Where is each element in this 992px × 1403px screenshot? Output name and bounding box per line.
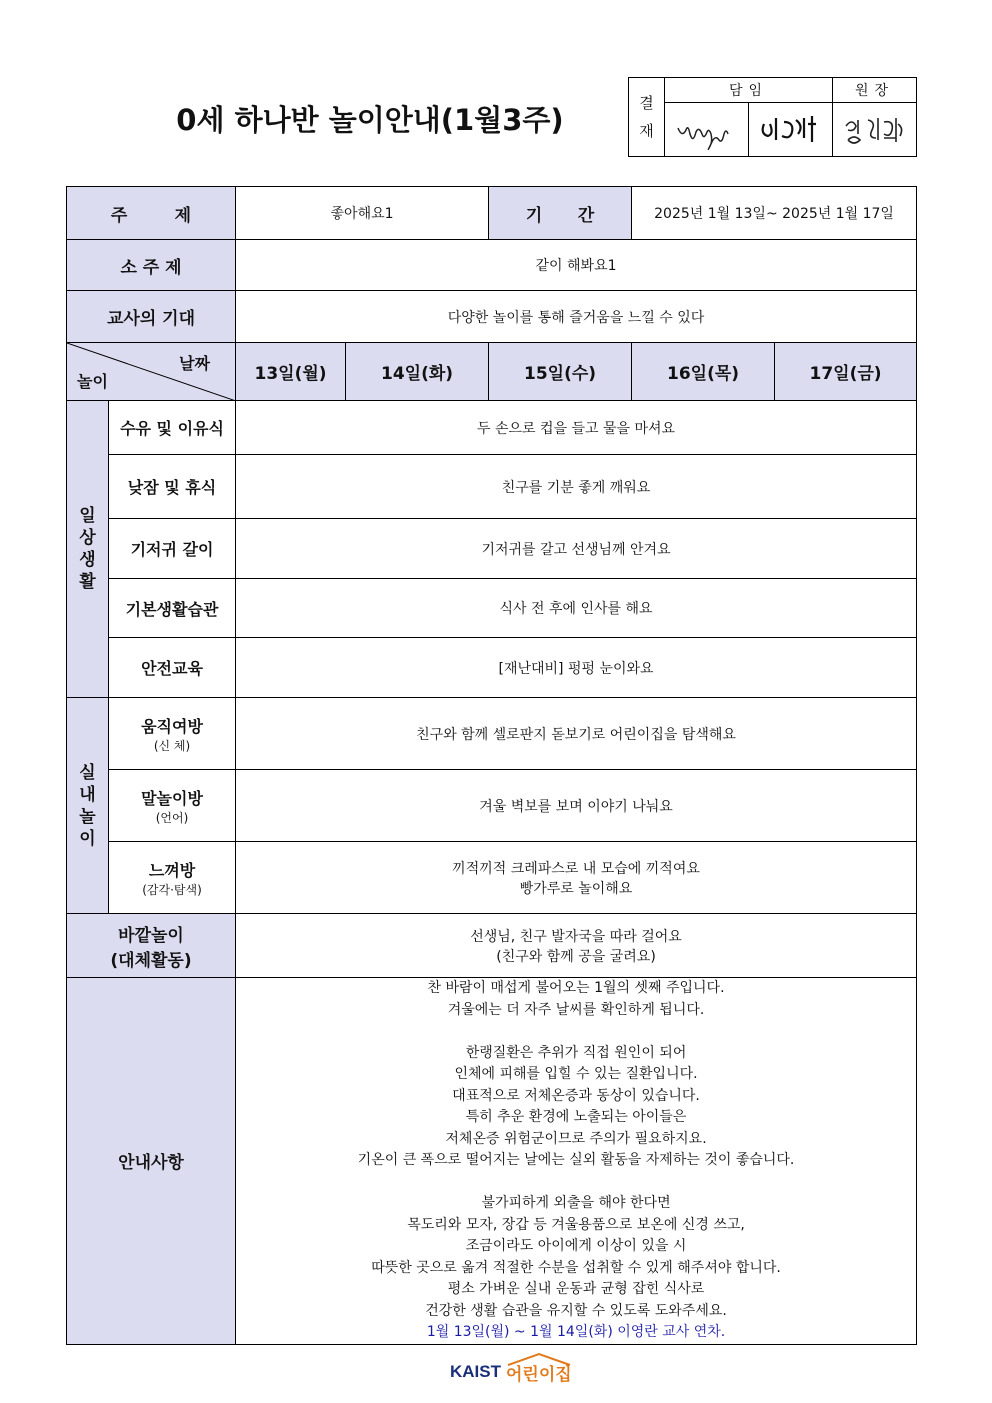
daily-row-label: 수유 및 이유식 (109, 401, 236, 455)
page-title: 0세 하나반 놀이안내(1월3주) (176, 103, 564, 137)
daily-row-value: 기저귀를 갈고 선생님께 안겨요 (236, 519, 917, 579)
logo-text-kaist: KAIST (450, 1362, 501, 1381)
indoor-row-label: 말놀이방 (언어) (109, 770, 236, 842)
daily-row-label: 기저귀 갈이 (109, 519, 236, 579)
theme-label: 주 제 (67, 187, 236, 240)
indoor-group-label: 실 내 놀 이 (67, 698, 109, 914)
outdoor-label: 바깥놀이 (대체활동) (67, 914, 236, 978)
day-mon: 13일(월) (236, 343, 346, 401)
theme-value: 좋아해요1 (236, 187, 489, 240)
logo-text-daycare: 어린이집 (506, 1365, 572, 1385)
outdoor-value: 선생님, 친구 발자국을 따라 걸어요 (친구와 함께 공을 굴려요) (236, 914, 917, 978)
day-thu: 16일(목) (632, 343, 775, 401)
period-label: 기 간 (489, 187, 632, 240)
daily-row-value: 식사 전 후에 인사를 해요 (236, 579, 917, 638)
subtheme-value: 같이 해봐요1 (236, 240, 917, 291)
signature-3 (833, 103, 917, 157)
indoor-row-label: 움직여방 (신 체) (109, 698, 236, 770)
director-header: 원장 (833, 78, 917, 103)
approval-label: 결 재 (629, 78, 665, 157)
notice-body: 찬 바람이 매섭게 불어오는 1월의 셋째 주입니다. 겨울에는 더 자주 날씨를 확인하게 됩니다. 한랭질환은 추위가 직접 원인이 되어 인체에 피해를 입힐 수 있는 질환입니다. 대표적으로 저체온증과 동상이 있습니다. 특히 추운 환경에 노출되는 아이들은 저체온증 위험군이므로 주의가 필요하지요. 기온이 큰 폭으로 떨어지는 날에는 실외 활동을 자제하는 것이 좋습니다. 불가피하게 외출을 해야 한다면 목도리와 모자, 장갑 등 겨울용품으로 보온에 신경 쓰고, 조금이라도 아이에게 이상이 있을 시 따뜻한 곳으로 옮겨 적절한 수분을 섭취할 수 있게 해주셔야 합니다. 평소 가벼운 실내 운동과 균형 잡힌 식사로 건강한 생활 습관을 유지할 수 있도록 도와주세요. 1월 13일(월) ~ 1월 14일(화) 이영란 교사 연차. (236, 978, 917, 1345)
indoor-row-label: 느껴방 (감각·탐색) (109, 842, 236, 914)
daily-row-value: 친구를 기분 좋게 깨워요 (236, 455, 917, 519)
indoor-row-value: 겨울 벽보를 보며 이야기 나눠요 (236, 770, 917, 842)
period-value: 2025년 1월 13일~ 2025년 1월 17일 (632, 187, 917, 240)
homeroom-header: 담임 (665, 78, 833, 103)
notice-highlight: 1월 13일(월) ~ 1월 14일(화) 이영란 교사 연차. (426, 1324, 726, 1340)
daily-row-label: 기본생활습관 (109, 579, 236, 638)
expect-value: 다양한 놀이를 통해 즐거움을 느낄 수 있다 (236, 291, 917, 343)
approval-box (628, 77, 917, 157)
day-tue: 14일(화) (346, 343, 489, 401)
plan-table (66, 186, 917, 1345)
notice-label: 안내사항 (67, 978, 236, 1345)
play-header-label: 놀이 (77, 372, 108, 391)
indoor-row-value: 친구와 함께 셀로판지 돋보기로 어린이집을 탐색해요 (236, 698, 917, 770)
signature-2 (749, 103, 833, 157)
date-header-label: 날짜 (179, 354, 211, 373)
signature-1 (665, 103, 749, 157)
indoor-row-value: 끼적끼적 크레파스로 내 모습에 끼적여요 빵가루로 놀이해요 (236, 842, 917, 914)
daily-row-value: [재난대비] 펑펑 눈이와요 (236, 638, 917, 698)
day-wed: 15일(수) (489, 343, 632, 401)
daily-row-label: 안전교육 (109, 638, 236, 698)
kaist-logo (446, 1352, 576, 1388)
daily-row-value: 두 손으로 컵을 들고 물을 마셔요 (236, 401, 917, 455)
day-fri: 17일(금) (775, 343, 917, 401)
daily-group-label: 일 상 생 활 (67, 401, 109, 698)
subtheme-label: 소 주 제 (67, 240, 236, 291)
daily-row-label: 낮잠 및 휴식 (109, 455, 236, 519)
date-play-header (67, 343, 236, 401)
expect-label: 교사의 기대 (67, 291, 236, 343)
